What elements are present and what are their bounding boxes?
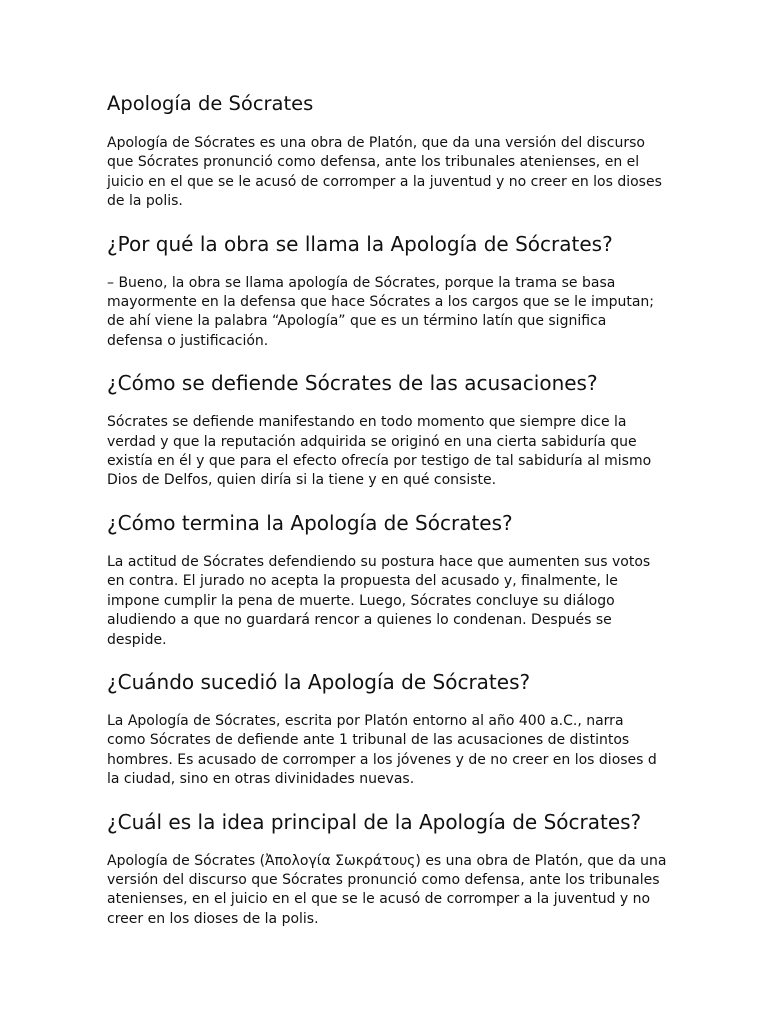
section-main-idea [107,807,768,930]
section-ending [107,508,768,650]
paragraph-line: que Sócrates pronunció como defensa, ante los tribunales atenienses, en el [107,154,640,171]
section-when [107,667,768,790]
section-defense [107,368,768,491]
paragraph-line: hombres. Es acusado de corromper a los jóvenes y de no creer en los dioses d [107,751,657,768]
paragraph-line: atenienses, en el juicio en el que se le acusó de corromper a la juventud y no [107,891,651,908]
section-heading: ¿Cómo termina la Apología de Sócrates? [107,510,513,535]
paragraph-line: verdad y que la reputación adquirida se originó en una cierta sabiduría que [107,433,637,450]
paragraph-line: mayormente en la defensa que hace Sócrates a los cargos que se le imputan; [107,294,655,311]
paragraph-line: defensa o justificación. [107,332,269,349]
paragraph-line: impone cumplir la pena de muerte. Luego, Sócrates concluye su diálogo [107,592,615,609]
paragraph-line: Apología de Sócrates es una obra de Platón, que da una versión del discurso [107,135,645,151]
document-title: Apología de Sócrates [107,92,314,115]
section-heading: ¿Cuándo sucedió la Apología de Sócrates? [107,669,531,694]
paragraph-line: La Apología de Sócrates, escrita por Platón entorno al año 400 a.C., narra [107,712,624,729]
intro-paragraph [107,134,768,212]
section-heading: ¿Cuál es la idea principal de la Apología de Sócrates? [107,809,642,834]
paragraph-line: – Bueno, la obra se llama apología de Sócrates, porque la trama se basa [107,274,616,291]
intro-section [107,90,768,212]
paragraph-line: despide. [107,631,167,648]
paragraph-line: aludiendo a que no guardará rencor a quienes lo condenan. Después se [107,612,612,629]
paragraph-line: existía en él y que para el efecto ofrecía por testigo de tal sabiduría al mismo [107,453,652,470]
section-paragraph [107,413,768,491]
section-heading: ¿Por qué la obra se llama la Apología de Sócrates? [107,231,613,256]
paragraph-line: Dios de Delfos, quien diría si la tiene y en qué consiste. [107,472,497,489]
paragraph-line: como Sócrates de defiende ante 1 tribunal de las acusaciones de distintos [107,732,630,749]
paragraph-line: juicio en el que se le acusó de corromper a la juventud y no creer en los dioses [107,173,662,190]
paragraph-line: de ahí viene la palabra “Apología” que es un término latín que significa [107,313,607,330]
section-paragraph [107,553,768,650]
section-paragraph [107,712,768,790]
paragraph-line: Apología de Sócrates (Ἀπολογία Σωκράτους) es una obra de Platón, que da una [107,852,667,869]
section-heading: ¿Cómo se defiende Sócrates de las acusaciones? [107,371,598,396]
paragraph-line: La actitud de Sócrates defendiendo su postura hace que aumenten sus votos [107,553,651,570]
section-paragraph [107,852,768,930]
section-why-named [107,229,768,352]
paragraph-line: Sócrates se defiende manifestando en todo momento que siempre dice la [107,414,627,431]
paragraph-line: versión del discurso que Sócrates pronunció como defensa, ante los tribunales [107,871,660,888]
paragraph-line: creer en los dioses de la polis. [107,910,319,927]
paragraph-line: en contra. El jurado no acepta la propuesta del acusado y, finalmente, le [107,573,618,590]
paragraph-line: la ciudad, sino en otras divinidades nuevas. [107,771,415,788]
section-paragraph [107,274,768,352]
paragraph-line: de la polis. [107,193,183,210]
